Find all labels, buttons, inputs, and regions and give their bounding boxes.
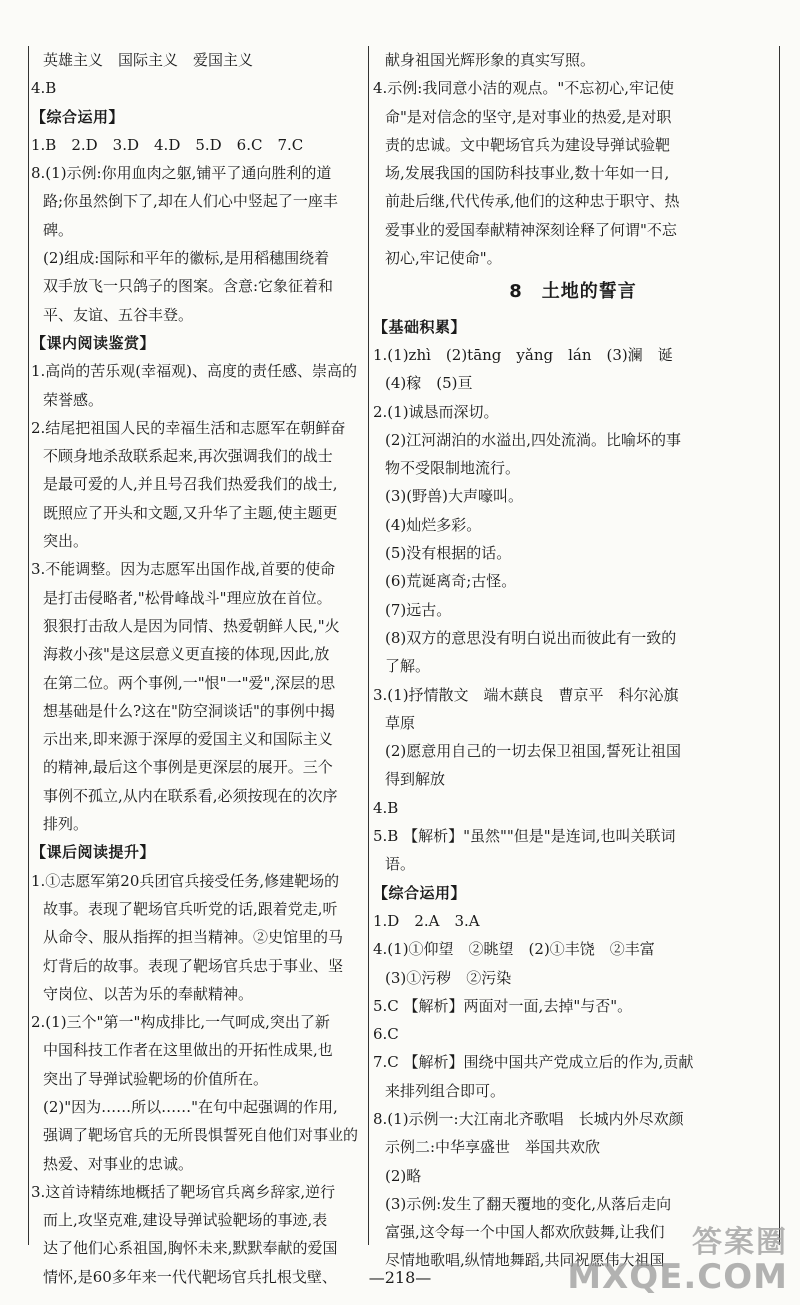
answer-line: 4.B [373, 798, 399, 817]
answer-line: 责的忠诚。文中靶场官兵为建设导弹试验靶 [385, 135, 671, 154]
answer-line: 从命令、服从指挥的担当精神。②史馆里的马 [43, 928, 344, 947]
answer-line: 献身祖国光辉形象的真实写照。 [385, 51, 596, 69]
answer-line: 守岗位、以苦为乐的奉献精神。 [43, 984, 254, 1003]
answer-line: 4.(1)①仰望 ②眺望 (2)①丰饶 ②丰富 [373, 940, 655, 959]
watermark-url: MXQE.COM [567, 1257, 788, 1297]
answer-line: (6)荒诞离奇;古怪。 [385, 572, 517, 591]
answer-line: 1.(1)zhì (2)tāng yǎng lán (3)澜 诞 [373, 345, 673, 364]
answer-line: 灯背后的故事。表现了靶场官兵忠于事业、坚 [43, 956, 344, 975]
answer-line: (8)双方的意思没有明白说出而彼此有一致的 [385, 628, 677, 647]
page-number: —218— [368, 1268, 432, 1287]
answer-line: (2)江河湖泊的水溢出,四处流淌。比喻坏的事 [385, 430, 682, 449]
answer-line: 7.C 【解析】围绕中国共产党成立后的作为,贡献 [373, 1053, 694, 1072]
answer-line: 既照应了开头和文题,又升华了主题,使主题更 [43, 503, 338, 522]
answer-line: 来排列组合即可。 [385, 1081, 506, 1100]
answer-line: (4)灿烂多彩。 [385, 515, 482, 534]
answer-line: (5)没有根据的话。 [385, 544, 512, 563]
answer-line: 草原 [385, 713, 416, 732]
answer-line: 强调了靶场官兵的无所畏惧誓死自他们对事业的 [43, 1126, 359, 1145]
answer-line: 前赴后继,代代传承,他们的这种忠于职守、热 [385, 192, 680, 211]
answer-line: (2)愿意用自己的一切去保卫祖国,誓死让祖国 [385, 742, 682, 761]
answer-line: 场,发展我国的国防科技事业,数十年如一日, [385, 164, 670, 183]
answer-line: 平、友谊、五谷丰登。 [43, 305, 194, 324]
answer-line: 在第二位。两个事例,一"恨"一"爱",深层的思 [43, 673, 336, 692]
answer-line: 2.结尾把祖国人民的幸福生活和志愿军在朝鲜奋 [31, 418, 346, 437]
answer-line: 想基础是什么?这在"防空洞谈话"的事例中揭 [43, 701, 335, 720]
answer-line: 荣誉感。 [43, 390, 104, 409]
answer-line: 英雄主义 国际主义 爱国主义 [43, 51, 254, 69]
left-column [28, 46, 361, 1286]
answer-line: 4.B [31, 79, 57, 98]
answer-line: 5.C 【解析】两面对一面,去掉"与否"。 [373, 996, 633, 1015]
answer-line: 1.D 2.A 3.A [373, 911, 480, 930]
answer-line: (4)稼 (5)亘 [385, 374, 473, 393]
answer-line: 2.(1)诚恳而深切。 [373, 402, 499, 421]
answer-line: 2.(1)三个"第一"构成排比,一气呵成,突出了新 [31, 1013, 330, 1032]
section-heading: 【综合运用】 [31, 107, 125, 126]
answer-line: 碑。 [43, 220, 74, 239]
answer-line: 狠狠打击敌人是因为同情、热爱朝鲜人民,"火 [43, 616, 340, 635]
answer-line: 6.C [373, 1025, 399, 1044]
section-heading: 【综合运用】 [373, 883, 467, 902]
answer-line: (3)(野兽)大声嚎叫。 [385, 487, 523, 506]
answer-line: 命"是对信念的坚守,是对事业的热爱,是对职 [385, 107, 672, 126]
answer-line: 语。 [385, 855, 416, 874]
answer-line: 情怀,是60多年来一代代靶场官兵扎根戈壁、 [43, 1267, 337, 1286]
answer-line: (2)略 [385, 1166, 422, 1185]
answer-line: 8.(1)示例一:大江南北齐歌唱 长城内外尽欢颜 [373, 1109, 684, 1128]
answer-line: (3)示例:发生了翻天覆地的变化,从落后走向 [385, 1194, 672, 1213]
answer-line: 尽情地歌唱,纵情地舞蹈,共同祝愿伟大祖国 [385, 1251, 665, 1270]
section-heading: 【课后阅读提升】 [31, 843, 156, 862]
answer-line: 海救小孩"是这层意义更直接的体现,因此,放 [43, 645, 330, 664]
answer-line: 是最可爱的人,并且号召我们热爱我们的战士, [43, 475, 338, 494]
section-heading: 【课内阅读鉴赏】 [31, 333, 156, 352]
answer-line: 5.B 【解析】"虽然""但是"是连词,也叫关联词 [373, 827, 676, 846]
answer-line: 突出。 [43, 532, 89, 551]
answer-line: 不顾身地杀敌联系起来,再次强调我们的战士 [43, 447, 333, 466]
answer-line: 故事。表现了靶场官兵听党的话,跟着党走,听 [43, 899, 338, 918]
answer-line: 3.这首诗精练地概括了靶场官兵离乡辞家,逆行 [31, 1182, 336, 1201]
right-column-bottom [373, 313, 773, 1275]
answer-line: 双手放飞一只鸽子的图案。含意:它象征着和 [43, 277, 334, 296]
lesson-title: 8 土地的誓言 [509, 281, 637, 303]
answer-line: 示出来,即来源于深厚的爱国主义和国际主义 [43, 730, 333, 749]
answer-line: 热爱、对事业的忠诚。 [43, 1154, 194, 1173]
answer-line: 得到解放 [385, 770, 446, 789]
answer-line: 富强,这令每一个中国人都欢欣鼓舞,让我们 [385, 1223, 665, 1242]
answer-line: 初心,牢记使命"。 [385, 249, 502, 268]
answer-line: (2)组成:国际和平年的徽标,是用稻穗围绕着 [43, 249, 330, 268]
answer-line: 的精神,最后这个事例是更深层的展开。三个 [43, 758, 333, 777]
answer-line: 了解。 [385, 657, 431, 676]
right-column [368, 46, 780, 1270]
watermark-logo-text: 答案圈 [692, 1225, 788, 1260]
answer-line: 物不受限制地流行。 [385, 459, 521, 478]
answer-line: 示例二:中华享盛世 举国共欢欣 [385, 1138, 601, 1157]
answer-line: 8.(1)示例:你用血肉之躯,铺平了通向胜利的道 [31, 164, 332, 183]
right-column-top [373, 46, 773, 272]
answer-line: 中国科技工作者在这里做出的开拓性成果,也 [43, 1041, 333, 1060]
answer-line: 排列。 [43, 815, 89, 834]
answer-line: 1.高尚的苦乐观(幸福观)、高度的责任感、崇高的 [31, 362, 358, 381]
answer-line: 1.B 2.D 3.D 4.D 5.D 6.C 7.C [31, 135, 304, 154]
answer-line: 达了他们心系祖国,胸怀未来,默默奉献的爱国 [43, 1239, 338, 1258]
answer-line: 而上,攻坚克难,建设导弹试验靶场的事迹,表 [43, 1211, 328, 1230]
answer-line: 3.(1)抒情散文 端木蕻良 曹京平 科尔沁旗 [373, 685, 679, 704]
answer-line: 3.不能调整。因为志愿军出国作战,首要的使命 [31, 560, 336, 579]
answer-line: 突出了导弹试验靶场的价值所在。 [43, 1069, 269, 1088]
answer-line: 1.①志愿军第20兵团官兵接受任务,修建靶场的 [31, 871, 340, 890]
answer-line: 爱事业的爱国奉献精神深刻诠释了何谓"不忘 [385, 220, 677, 239]
answer-line: (3)①污秽 ②污染 [385, 968, 512, 987]
answer-line: 事例不孤立,从内在联系看,必须按现在的次序 [43, 786, 338, 805]
answer-line: (2)"因为……所以……"在句中起强调的作用, [43, 1097, 338, 1116]
section-heading: 【基础积累】 [373, 317, 467, 336]
site-watermark [567, 1217, 788, 1297]
answer-line: 4.示例:我同意小洁的观点。"不忘初心,牢记使 [373, 79, 675, 98]
answer-line: 路;你虽然倒下了,却在人们心中竖起了一座丰 [43, 192, 338, 211]
answer-line: (7)远古。 [385, 600, 452, 619]
answer-line: 是打击侵略者,"松骨峰战斗"理应放在首位。 [43, 588, 332, 607]
